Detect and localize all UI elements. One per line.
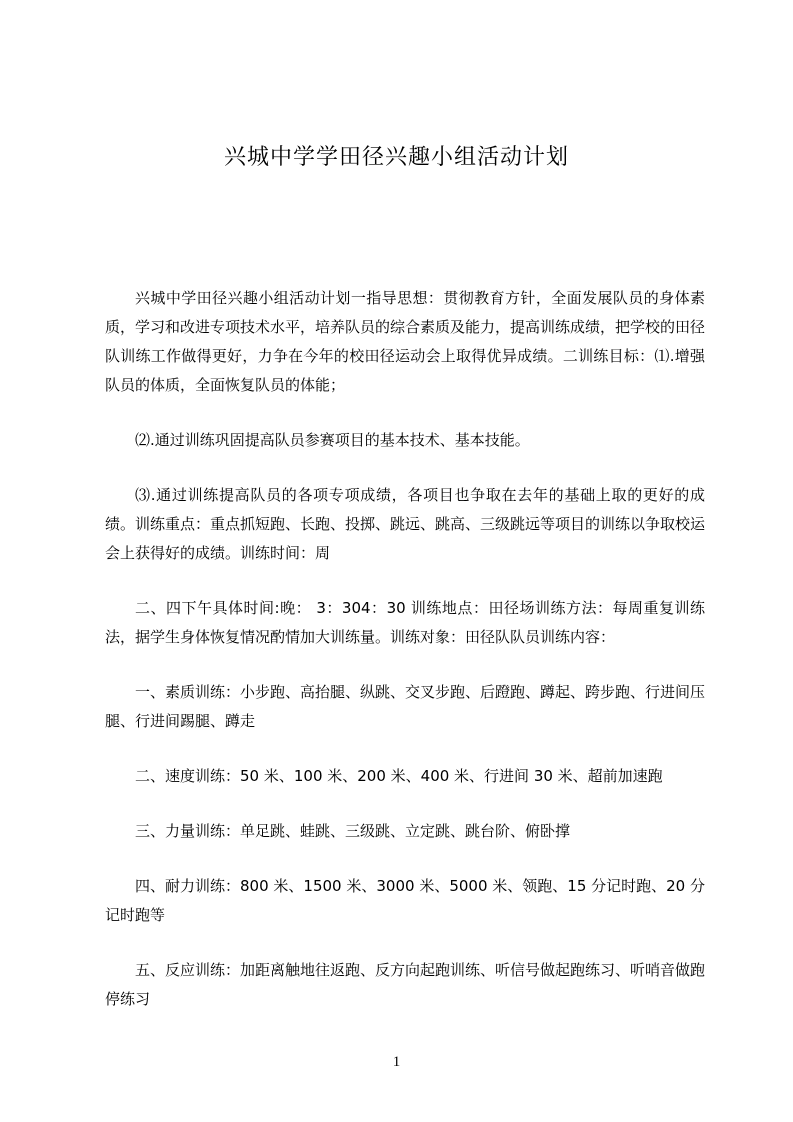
paragraph-speed-training: 二、速度训练：50 米、100 米、200 米、400 米、行进间 30 米、超前加速跑	[135, 767, 663, 785]
paragraph-reaction-training: 五、反应训练：加距离触地往返跑、反方向起跑训练、听信号做起跑练习、听哨音做跑停练习	[105, 961, 706, 1008]
paragraph-guiding-ideology: 兴城中学田径兴趣小组活动计划一指导思想：贯彻教育方针，全面发展队员的身体素质，学习和改进专项技术水平，培养队员的综合素质及能力，提高训练成绩，把学校的田径队训练工作做得更好，力争在今年的校田径运动会上取得优异成绩。二训练目标：⑴.增强队员的体质，全面恢复队员的体能；	[105, 289, 706, 394]
paragraph-training-time: 二、四下午具体时间:晚： 3：304：30 训练地点：田径场训练方法：每周重复训练法，据学生身体恢复情况酌情加大训练量。训练对象：田径队队员训练内容：	[105, 599, 705, 646]
paragraph-endurance-training: 四、耐力训练：800 米、1500 米、3000 米、5000 米、领跑、15 分记时跑、20 分记时跑等	[105, 877, 705, 924]
page-number: 1	[392, 1054, 401, 1070]
paragraph-quality-training: 一、素质训练：小步跑、高抬腿、纵跳、交叉步跑、后蹬跑、蹲起、跨步跑、行进间压腿、行进间踢腿、蹲走	[105, 683, 706, 730]
paragraph-strength-training: 三、力量训练：单足跳、蛙跳、三级跳、立定跳、跳台阶、俯卧撑	[135, 822, 571, 840]
document-body	[105, 284, 705, 1040]
paragraph-goal-3: ⑶.通过训练提高队员的各项专项成绩，各项目也争取在去年的基础上取的更好的成绩。训练重点：重点抓短跑、长跑、投掷、跳远、跳高、三级跳远等项目的训练以争取校运会上获得好的成绩。训练时间：周	[105, 486, 706, 562]
document-title: 兴城中学学田径兴趣小组活动计划	[223, 145, 569, 170]
paragraph-goal-2: ⑵.通过训练巩固提高队员参赛项目的基本技术、基本技能。	[135, 431, 530, 449]
